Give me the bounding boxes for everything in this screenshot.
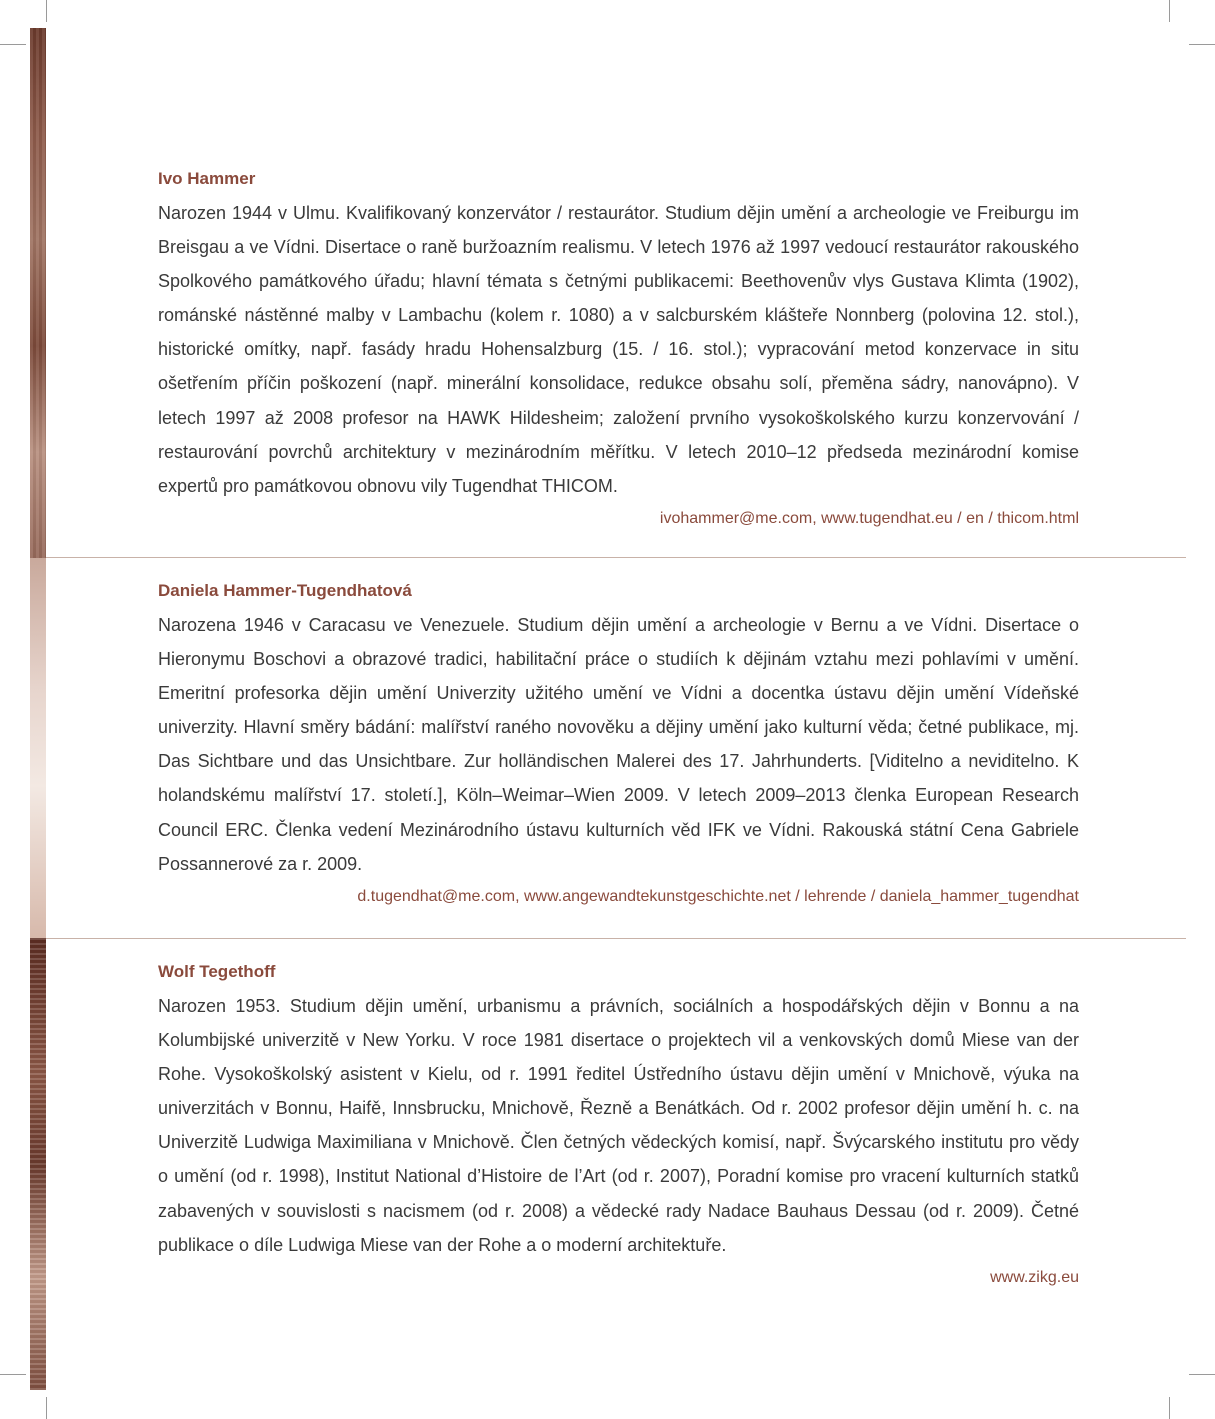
crop-mark-left-bottom	[0, 1374, 26, 1375]
bio-section	[158, 955, 1079, 1294]
bio-name: Wolf Tegethoff	[158, 962, 276, 981]
crop-mark-left-top	[0, 44, 26, 45]
contact-link[interactable]: www.zikg.eu	[990, 1268, 1079, 1286]
section-divider	[46, 557, 1186, 558]
strip-photo-2	[30, 558, 46, 938]
crop-mark-top-left	[46, 0, 47, 22]
crop-mark-right-top	[1189, 44, 1215, 45]
bio-name: Daniela Hammer-Tugendhatová	[158, 581, 412, 600]
contact-link[interactable]: d.tugendhat@me.com, www.angewandtekunstgeschichte.net / lehrende / daniela_hammer_tugendhat	[357, 887, 1079, 905]
crop-mark-bottom-left	[46, 1397, 47, 1419]
bio-section	[158, 574, 1079, 913]
crop-mark-right-bottom	[1189, 1374, 1215, 1375]
bio-text: Narozen 1944 v Ulmu. Kvalifikovaný konzervátor / restaurátor. Studium dějin umění a archeologie ve Freiburgu im Breisgau a ve Vídni. Disertace o raně buržoazním realismu. V letech 1976 až 1997 vedoucí restaurátor rakouského Spolkového památkového úřadu; hlavní témata s četnými publikacemi: Beethovenův vlys Gustava Klimta (1902), románské nástěnné malby v Lambachu (kolem r. 1080) a v salcburském klášteře Nonnberg (polovina 12. stol.), historické omítky, např. fasády hradu Hohensalzburg (15. / 16. stol.); vypracování metod konzervace in situ ošetřením příčin poškození (např. minerální konsolidace, redukce obsahu solí, přeměna sádry, nanovápno). V letech 1997 až 2008 profesor na HAWK Hildesheim; založení prvního vysokoškolského kurzu konzervování / restaurování povrchů architektury v mezinárodním měřítku. V letech 2010–12 předseda mezinárodní komise expertů pro památkovou obnovu vily Tugendhat THICOM.	[158, 203, 1079, 496]
contact-link[interactable]: ivohammer@me.com, www.tugendhat.eu / en / thicom.html	[659, 509, 1079, 527]
left-photo-strip	[30, 28, 46, 1390]
strip-photo-3	[30, 938, 46, 1390]
bio-section	[158, 162, 1079, 535]
strip-photo-1	[30, 28, 46, 558]
bio-text: Narozen 1953. Studium dějin umění, urbanismu a právních, sociálních a hospodářských dějin v Bonnu a na Kolumbijské univerzitě v New Yorku. V roce 1981 disertace o projektech vil a venkovských domů Miese van der Rohe. Vysokoškolský asistent v Kielu, od r. 1991 ředitel Ústředního ústavu dějin umění v Mnichově, výuka na univerzitách v Bonnu, Haifě, Innsbrucku, Mnichově, Řezně a Benátkách. Od r. 2002 profesor dějin umění h. c. na Univerzitě Ludwiga Maximiliana v Mnichově. Člen četných vědeckých komisí, např. Švýcarského institutu pro vědy o umění (od r. 1998), Institut National d’Histoire de l’Art (od r. 2007), Poradní komise pro vracení kulturních statků zabavených v souvislosti s nacismem (od r. 2008) a vědecké rady Nadace Bauhaus Dessau (od r. 2009). Četné publikace o díle Ludwiga Miese van der Rohe a o moderní architektuře.	[158, 996, 1079, 1255]
crop-mark-top-right	[1169, 0, 1170, 22]
crop-mark-bottom-right	[1169, 1397, 1170, 1419]
bio-text: Narozena 1946 v Caracasu ve Venezuele. Studium dějin umění a archeologie v Bernu a ve Vídni. Disertace o Hieronymu Boschovi a obrazové tradici, habilitační práce o studiích k dějinám vztahu mezi pohlavími v umění. Emeritní profesorka dějin umění Univerzity užitého umění ve Vídni a docentka ústavu dějin umění Vídeňské univerzity. Hlavní směry bádání: malířství raného novověku a dějiny umění jako kulturní věda; četné publikace, mj. Das Sichtbare und das Unsichtbare. Zur holländischen Malerei des 17. Jahrhunderts. [Viditelno a neviditelno. K holandskému malířství 17. století.], Köln–Weimar–Wien 2009. V letech 2009–2013 členka European Research Council ERC. Členka vedení Mezinárodního ústavu kulturních věd IFK ve Vídni. Rakouská státní Cena Gabriele Possannerové za r. 2009.	[158, 615, 1079, 874]
bio-name: Ivo Hammer	[158, 169, 256, 188]
section-divider	[46, 938, 1186, 939]
